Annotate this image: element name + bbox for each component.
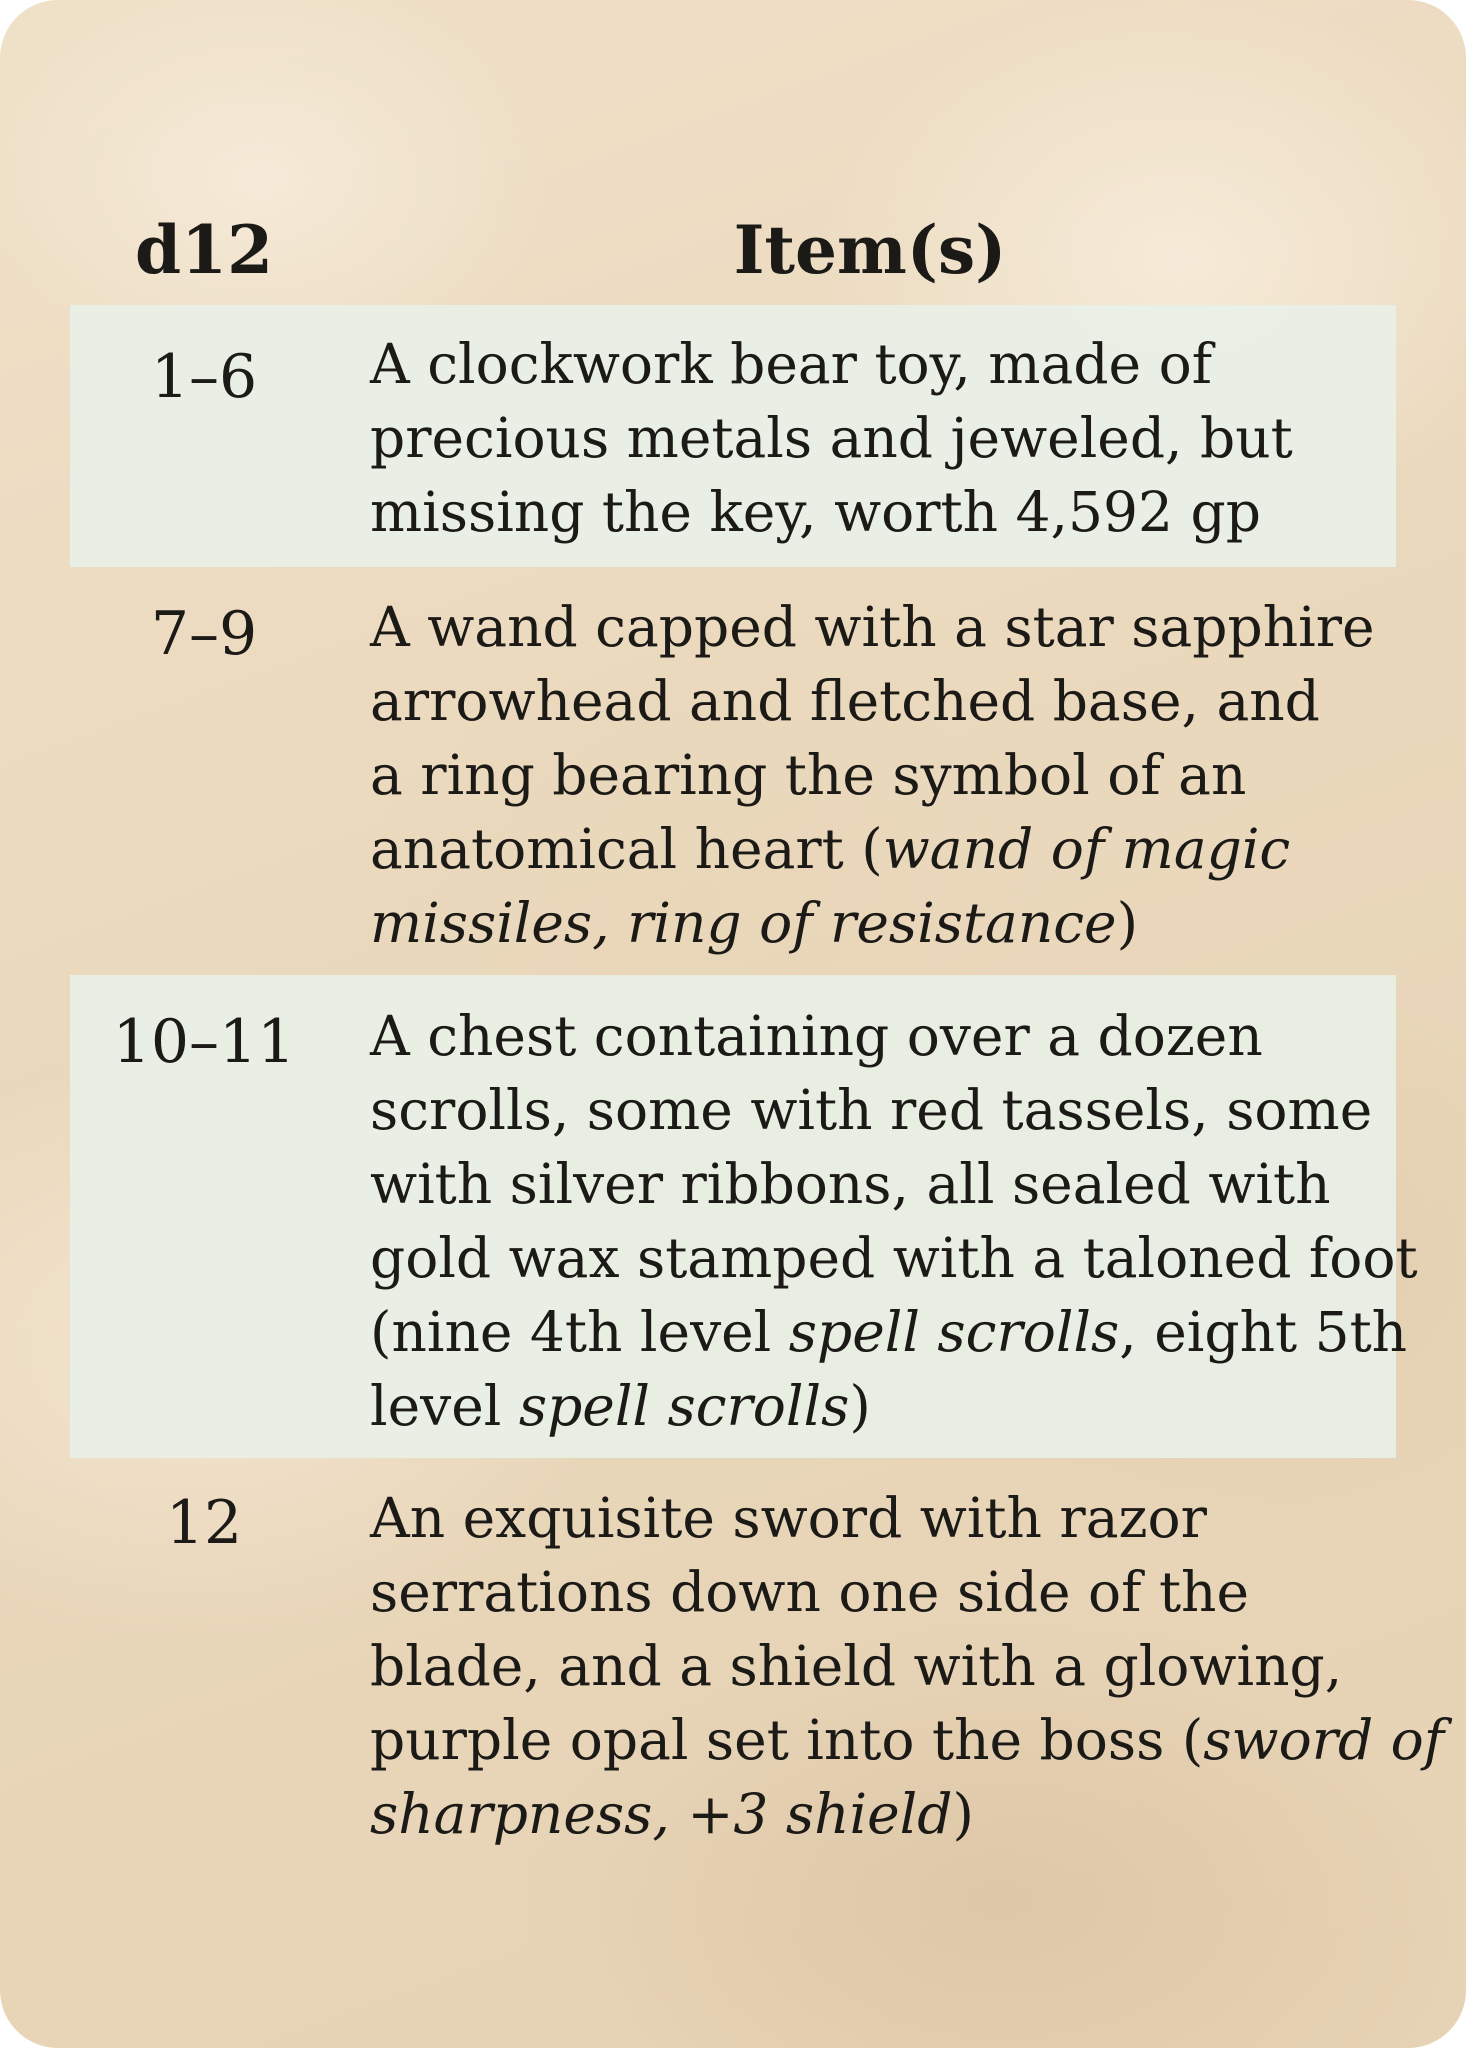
table-row <box>70 567 1396 975</box>
row-description: A clockwork bear toy, made of precious metals and jeweled, but missing the key, worth 4,592 gp <box>370 332 1293 544</box>
row-description: A chest containing over a dozen scrolls, some with red tassels, some with silver ribbons, all sealed with gold wax stamped with a taloned foot (nine 4th level spell scrolls, eight 5th level spell scrolls) <box>370 1004 1418 1438</box>
row-roll: 7–9 <box>150 599 258 669</box>
row-description: A wand capped with a star sapphire arrowhead and fletched base, and a ring bearing the symbol of an anatomical heart (wand of magic missiles, ring of resistance) <box>370 595 1375 955</box>
row-description: An exquisite sword with razor serrations down one side of the blade, and a shield with a glowing, purple opal set into the boss (sword of sharpness, +3 shield) <box>370 1486 1445 1846</box>
header-item: Item(s) <box>733 211 1007 289</box>
table-row <box>70 305 1396 567</box>
row-roll: 1–6 <box>150 342 258 412</box>
row-roll: 10–11 <box>112 1007 296 1077</box>
table-header <box>0 205 1466 295</box>
table-row <box>70 975 1418 1458</box>
row-roll: 12 <box>165 1488 243 1558</box>
table-row <box>70 1458 1445 1868</box>
header-roll: d12 <box>135 211 273 289</box>
